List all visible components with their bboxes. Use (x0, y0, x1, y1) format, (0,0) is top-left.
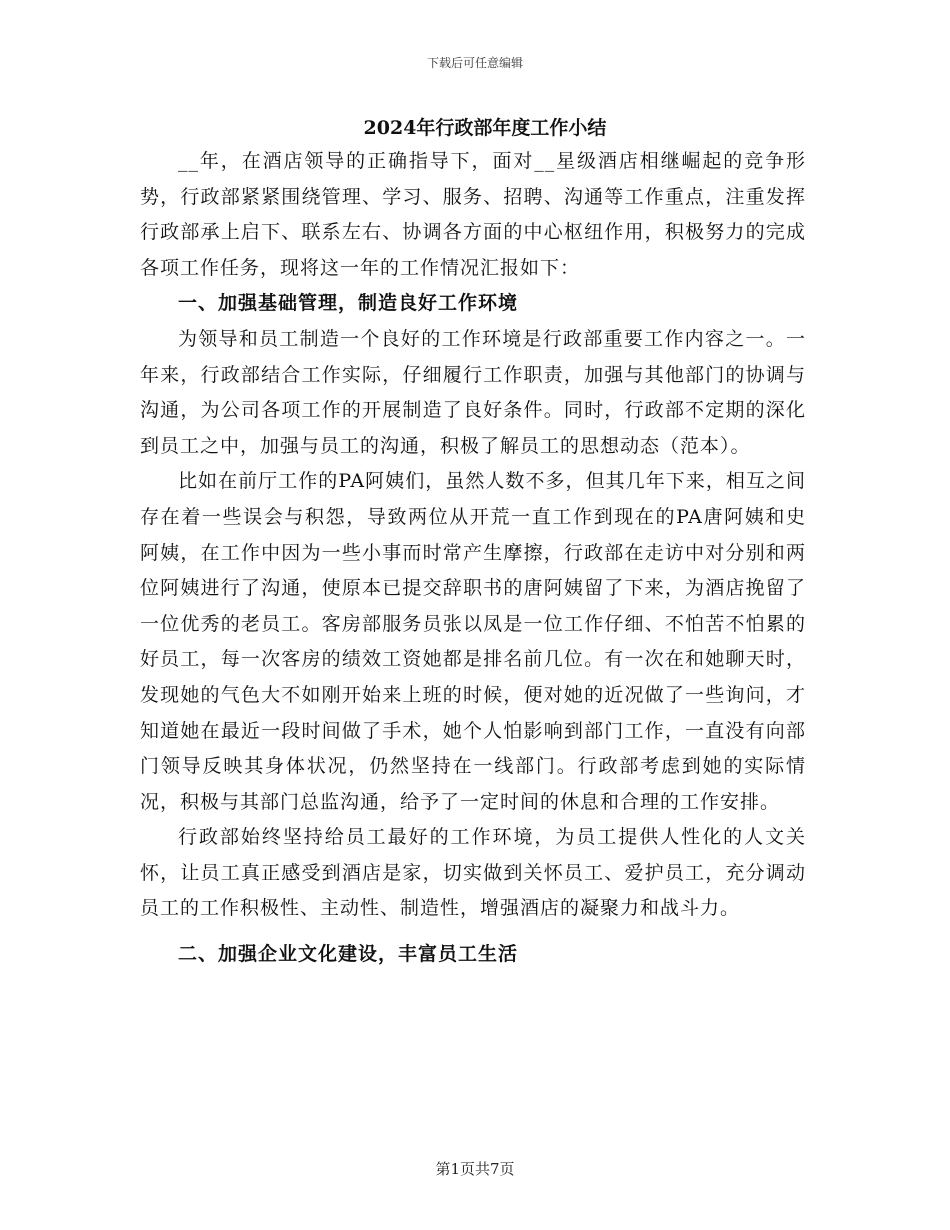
page-footer-number: 第1页共7页 (435, 1160, 515, 1178)
document-body (140, 112, 806, 973)
section-1-paragraph-3: 行政部始终坚持给员工最好的工作环境，为员工提供人性化的人文关怀，让员工真正感受到酒店是家，切实做到关怀员工、爱护员工，充分调动员工的工作积极性、主动性、制造性，增强酒店的凝聚力和战斗力。 (140, 826, 806, 920)
section-1-paragraph-2: 比如在前厅工作的PA阿姨们，虽然人数不多，但其几年下来，相互之间存在着一些误会与积怨，导致两位从开荒一直工作到现在的PA唐阿姨和史阿姨，在工作中因为一些小事而时常产生摩擦，行政部在走访中对分别和两位阿姨进行了沟通，使原本已提交辞职书的唐阿姨留了下来，为酒店挽留了一位优秀的老员工。客房部服务员张以凤是一位工作仔细、不怕苦不怕累的好员工，每一次客房的绩效工资她都是排名前几位。有一次在和她聊天时，发现她的气色大不如刚开始来上班的时候，便对她的近况做了一些询问，才知道她在最近一段时间做了手术，她个人怕影响到部门工作，一直没有向部门领导反映其身体状况，仍然坚持在一线部门。行政部考虑到她的实际情况，积极与其部门总监沟通，给予了一定时间的休息和合理的工作安排。 (140, 470, 806, 813)
document-title: 2024年行政部年度工作小结 (363, 117, 607, 139)
section-1-paragraph-1: 为领导和员工制造一个良好的工作环境是行政部重要工作内容之一。一年来，行政部结合工作实际，仔细履行工作职责，加强与其他部门的协调与沟通，为公司各项工作的开展制造了良好条件。同时，行政部不定期的深化到员工之中，加强与员工的沟通，积极了解员工的思想动态（范本）。 (140, 327, 806, 457)
intro-paragraph: __年，在酒店领导的正确指导下，面对__星级酒店相继崛起的竞争形势，行政部紧紧围绕管理、学习、服务、招聘、沟通等工作重点，注重发挥行政部承上启下、联系左右、协调各方面的中心枢纽作用，积极努力的完成各项工作任务，现将这一年的工作情况汇报如下： (140, 150, 806, 279)
section-1-heading: 一、加强基础管理，制造良好工作环境 (178, 292, 519, 315)
page-header-note: 下载后可任意编辑 (426, 56, 523, 70)
section-2-heading: 二、加强企业文化建设，丰富员工生活 (178, 943, 519, 966)
